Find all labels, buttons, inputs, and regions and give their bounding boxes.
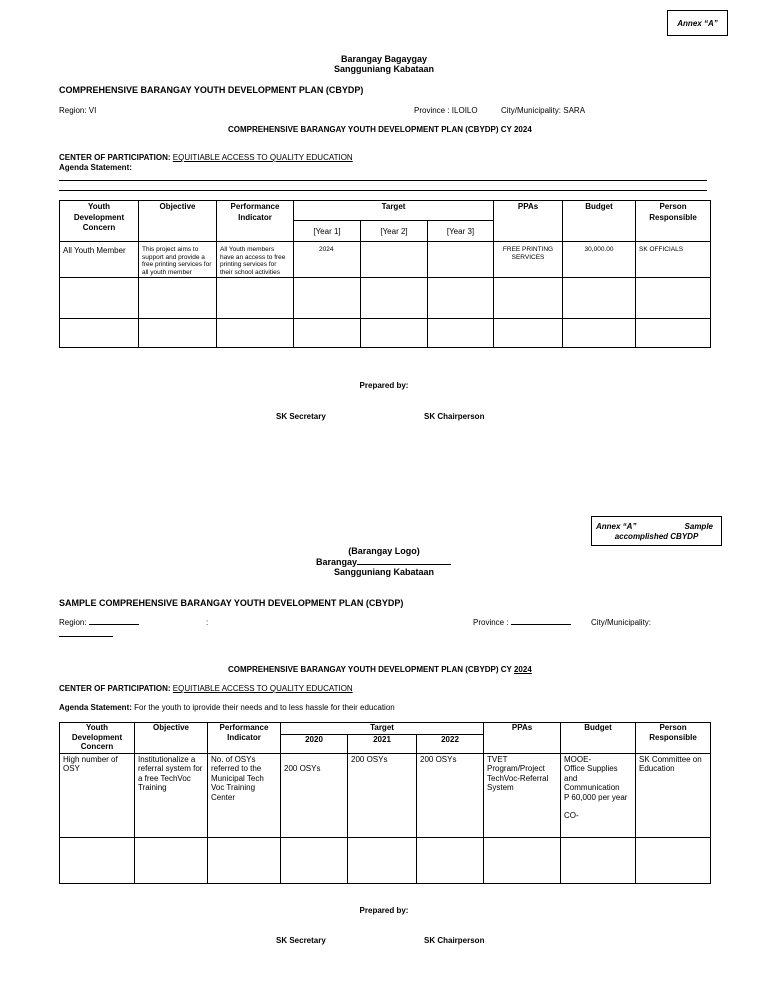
sample-plan-title-cy (228, 665, 532, 674)
sk-name: Sangguniang Kabataan (333, 567, 434, 577)
barangay-label: Barangay (316, 557, 358, 567)
prepared-by: Prepared by: (359, 906, 409, 915)
annex-label: Annex “A” (667, 10, 728, 36)
budget-line: MOOE- (564, 754, 592, 764)
center-label: CENTER OF PARTICIPATION: (59, 153, 171, 162)
cell-person: SK Committee on Education (636, 753, 711, 837)
city-label: City/Municipality: (591, 618, 652, 627)
barangay-name: Barangay Bagaygay (340, 54, 428, 64)
region-label: Region: VI (59, 106, 97, 115)
header-objective: Objective (139, 201, 217, 242)
colon-label: : (206, 618, 209, 627)
header-2022: 2022 (417, 734, 484, 753)
header-2020: 2020 (281, 734, 348, 753)
sample-plan-title: SAMPLE COMPREHENSIVE BARANGAY YOUTH DEVELOPMENT PLAN (CBYDP) (59, 598, 404, 608)
annex-sample-label (591, 516, 722, 546)
center-of-participation (59, 684, 353, 693)
region-blank (89, 624, 139, 625)
cell-budget (561, 753, 636, 837)
plan-title-cy: COMPREHENSIVE BARANGAY YOUTH DEVELOPMENT PLAN (CBYDP) CY 2024 (228, 125, 532, 134)
cell-objective: This project aims to support and provide a free printing services for all youth member (139, 242, 217, 278)
agenda-value: For the youth to iprovide their needs and to less hassle for their education (131, 703, 395, 712)
header-year2: [Year 2] (361, 221, 428, 242)
plan-title: COMPREHENSIVE BARANGAY YOUTH DEVELOPMENT PLAN (CBYDP) (59, 85, 364, 95)
region-label: Region: (59, 618, 87, 627)
sk-name: Sangguniang Kabataan (333, 64, 434, 74)
cell-indicator: No. of OSYs referred to the Municipal Tech Voc Training Center (208, 753, 281, 837)
province-blank (511, 624, 571, 625)
header-year1: [Year 1] (294, 221, 361, 242)
sk-chairperson: SK Chairperson (424, 936, 485, 945)
plan-table (59, 200, 711, 348)
cell-2020: 200 OSYs (281, 753, 348, 837)
header-ppas: PPAs (494, 201, 563, 242)
table-row (60, 753, 711, 837)
table-row (60, 278, 711, 319)
cell-year1: 2024 (294, 242, 361, 278)
sk-secretary: SK Secretary (276, 936, 326, 945)
plan-title-cy-year: 2024 (513, 665, 532, 674)
cell-budget: 30,000.00 (563, 242, 636, 278)
table-row (60, 837, 711, 883)
city-label: City/Municipality: SARA (501, 106, 586, 115)
header-year3: [Year 3] (428, 221, 494, 242)
header-budget: Budget (563, 201, 636, 242)
city-blank (59, 636, 113, 637)
header-person: Person Responsible (636, 201, 711, 242)
cell-ppas: FREE PRINTING SERVICES (494, 242, 563, 278)
cell-indicator: All Youth members have an access to free printing services for their school activities (217, 242, 294, 278)
cell-year2 (361, 242, 428, 278)
center-of-participation (59, 153, 353, 162)
agenda-statement (59, 703, 395, 712)
agenda-label: Agenda Statement: (59, 163, 132, 172)
cell-objective: Institutionalize a referral system for a free TechVoc Training (135, 753, 208, 837)
header-target: Target (281, 723, 484, 735)
header-indicator: Performance Indicator (208, 723, 281, 754)
province-label: Province : (473, 618, 509, 627)
header-ppas: PPAs (484, 723, 561, 754)
agenda-line (59, 190, 707, 191)
cell-2022: 200 OSYs (417, 753, 484, 837)
cell-2021: 200 OSYs (348, 753, 417, 837)
header-budget: Budget (561, 723, 636, 754)
cell-person: SK OFFICIALS (636, 242, 711, 278)
center-value: EQUITIABLE ACCESS TO QUALITY EDUCATION (172, 684, 353, 693)
table-row (60, 242, 711, 278)
header-objective: Objective (135, 723, 208, 754)
header-person: Person Responsible (636, 723, 711, 754)
cell-concern: High number of OSY (60, 753, 135, 837)
budget-line: Office Supplies and Communication (564, 764, 620, 792)
sk-secretary: SK Secretary (276, 412, 326, 421)
sk-chairperson: SK Chairperson (424, 412, 485, 421)
barangay-logo-placeholder: (Barangay Logo) (348, 546, 420, 556)
cell-concern: All Youth Member (60, 242, 139, 278)
header-concern: Youth Development Concern (60, 201, 139, 242)
region-field (59, 618, 139, 627)
annex-accomplished: accomplished CBYDP (614, 532, 699, 541)
barangay-blank (357, 564, 451, 565)
prepared-by: Prepared by: (359, 381, 409, 390)
agenda-line (59, 180, 707, 181)
table-row (60, 319, 711, 348)
center-value: EQUITIABLE ACCESS TO QUALITY EDUCATION (172, 153, 353, 162)
annex-a: Annex “A” (596, 522, 637, 531)
header-target: Target (294, 201, 494, 221)
header-concern: Youth Development Concern (60, 723, 135, 754)
province-label: Province : ILOILO (414, 106, 478, 115)
header-indicator: Performance Indicator (217, 201, 294, 242)
header-2021: 2021 (348, 734, 417, 753)
budget-line: CO- (564, 811, 579, 820)
cell-year3 (428, 242, 494, 278)
agenda-label: Agenda Statement: (59, 703, 132, 712)
province-field (473, 618, 571, 627)
sample-plan-table (59, 722, 711, 884)
plan-title-cy-prefix: COMPREHENSIVE BARANGAY YOUTH DEVELOPMENT PLAN (CBYDP) CY (228, 665, 514, 674)
annex-sample: Sample (684, 522, 713, 531)
budget-line: P 60,000 per year (564, 792, 628, 802)
cell-ppas: TVET Program/Project TechVoc-Referral System (484, 753, 561, 837)
center-label: CENTER OF PARTICIPATION: (59, 684, 171, 693)
barangay-name-field (316, 557, 451, 567)
